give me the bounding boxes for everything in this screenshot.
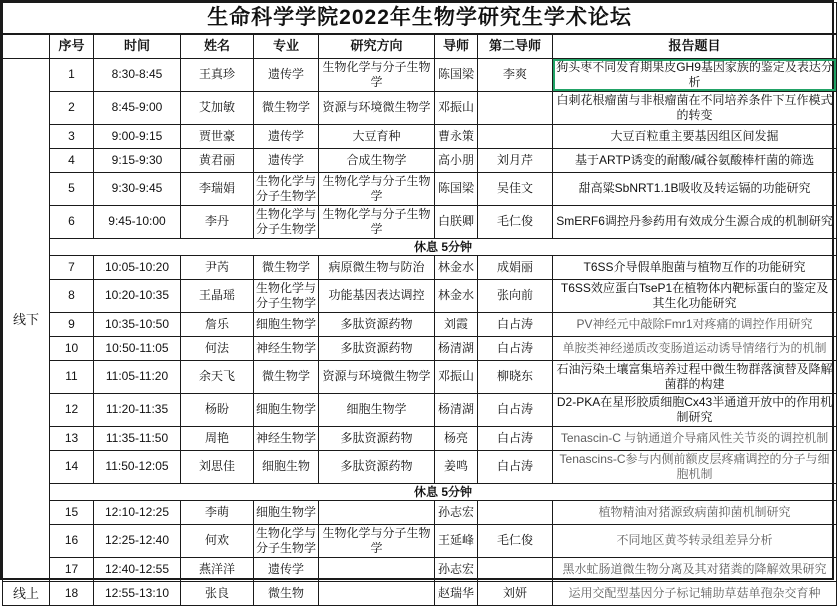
header-major[interactable]: 专业 <box>254 34 319 58</box>
cell-direction[interactable] <box>319 500 435 524</box>
cell-direction[interactable]: 多肽资源药物 <box>319 450 435 483</box>
cell-report[interactable]: 不同地区黄芩转录组差异分析 <box>553 524 837 557</box>
cell-major[interactable]: 细胞生物学 <box>254 393 319 426</box>
session-group-label[interactable]: 线上 <box>3 581 50 605</box>
cell-name[interactable]: 艾加敏 <box>181 91 254 124</box>
cell-direction[interactable] <box>319 581 435 605</box>
table-row <box>3 312 837 336</box>
cell-major[interactable]: 细胞生物学 <box>254 312 319 336</box>
table-row <box>3 205 837 238</box>
cell-major[interactable]: 遗传学 <box>254 58 319 91</box>
schedule-table <box>2 2 837 606</box>
table-row <box>3 500 837 524</box>
table-row <box>3 255 837 279</box>
table-row <box>3 172 837 205</box>
header-report-title[interactable]: 报告题目 <box>553 34 837 58</box>
cell-direction[interactable]: 资源与环境微生物学 <box>319 360 435 393</box>
cell-mentor[interactable]: 林金水 <box>435 279 478 312</box>
cell-name[interactable]: 王晶瑶 <box>181 279 254 312</box>
cell-no[interactable]: 13 <box>50 426 94 450</box>
cell-time[interactable]: 11:35-11:50 <box>94 426 181 450</box>
cell-mentor2[interactable]: 吴佳文 <box>478 172 553 205</box>
table-row <box>3 581 837 605</box>
cell-report[interactable]: 基于ARTP诱变的耐酸/碱谷氨酸棒杆菌的筛选 <box>553 148 837 172</box>
cell-mentor[interactable]: 曹永策 <box>435 124 478 148</box>
cell-no[interactable]: 1 <box>50 58 94 91</box>
cell-direction[interactable]: 资源与环境微生物学 <box>319 91 435 124</box>
cell-report[interactable]: Tenascins-C参与内侧前额皮层疼痛调控的分子与细胞机制 <box>553 450 837 483</box>
cell-direction[interactable]: 生物化学与分子生物学 <box>319 524 435 557</box>
table-row <box>3 557 837 581</box>
cell-direction[interactable]: 功能基因表达调控 <box>319 279 435 312</box>
cell-time[interactable]: 9:30-9:45 <box>94 172 181 205</box>
cell-major[interactable]: 遗传学 <box>254 124 319 148</box>
break-label[interactable]: 休息 5分钟 <box>50 483 837 500</box>
header-name[interactable]: 姓名 <box>181 34 254 58</box>
cell-no[interactable]: 15 <box>50 500 94 524</box>
cell-major[interactable]: 微生物学 <box>254 91 319 124</box>
cell-direction[interactable]: 生物化学与分子生物学 <box>319 205 435 238</box>
cell-no[interactable]: 18 <box>50 581 94 605</box>
cell-no[interactable]: 3 <box>50 124 94 148</box>
cell-direction[interactable]: 大豆育种 <box>319 124 435 148</box>
cell-name[interactable]: 张良 <box>181 581 254 605</box>
table-row <box>3 279 837 312</box>
cell-mentor2[interactable] <box>478 91 553 124</box>
cell-mentor2[interactable]: 白占涛 <box>478 336 553 360</box>
header-mentor2[interactable]: 第二导师 <box>478 34 553 58</box>
cell-major[interactable]: 生物化学与分子生物学 <box>254 524 319 557</box>
cell-major[interactable]: 微生物学 <box>254 360 319 393</box>
cell-no[interactable]: 12 <box>50 393 94 426</box>
cell-time[interactable]: 8:45-9:00 <box>94 91 181 124</box>
cell-mentor[interactable]: 赵瑞华 <box>435 581 478 605</box>
cell-mentor2[interactable]: 张向前 <box>478 279 553 312</box>
cell-mentor[interactable]: 刘霞 <box>435 312 478 336</box>
cell-no[interactable]: 16 <box>50 524 94 557</box>
cell-major[interactable]: 生物化学与分子生物学 <box>254 172 319 205</box>
cell-mentor[interactable]: 孙志宏 <box>435 557 478 581</box>
table-row <box>3 148 837 172</box>
cell-no[interactable]: 6 <box>50 205 94 238</box>
cell-report[interactable]: 植物精油对猪源致病菌抑菌机制研究 <box>553 500 837 524</box>
cell-time[interactable]: 9:00-9:15 <box>94 124 181 148</box>
session-group-label[interactable]: 线下 <box>3 58 50 581</box>
cell-no[interactable]: 14 <box>50 450 94 483</box>
cell-report[interactable]: T6SS效应蛋白TseP1在植物体内靶标蛋白的鉴定及其生化功能研究 <box>553 279 837 312</box>
cell-time[interactable]: 9:45-10:00 <box>94 205 181 238</box>
cell-no[interactable]: 10 <box>50 336 94 360</box>
cell-mentor2[interactable]: 毛仁俊 <box>478 205 553 238</box>
break-row <box>3 238 837 255</box>
cell-name[interactable]: 黄君丽 <box>181 148 254 172</box>
cell-no[interactable]: 5 <box>50 172 94 205</box>
title-row <box>3 3 837 35</box>
cell-direction[interactable]: 多肽资源药物 <box>319 312 435 336</box>
cell-direction[interactable]: 多肽资源药物 <box>319 336 435 360</box>
cell-time[interactable]: 10:05-10:20 <box>94 255 181 279</box>
cell-report[interactable]: 甜高粱SbNRT1.1B吸收及转运镉的功能研究 <box>553 172 837 205</box>
cell-report[interactable]: SmERF6调控丹参药用有效成分生源合成的机制研究 <box>553 205 837 238</box>
cell-time[interactable]: 12:10-12:25 <box>94 500 181 524</box>
cell-major[interactable]: 遗传学 <box>254 557 319 581</box>
cell-mentor2[interactable]: 李爽 <box>478 58 553 91</box>
cell-time[interactable]: 11:05-11:20 <box>94 360 181 393</box>
table-row <box>3 124 837 148</box>
cell-name[interactable]: 何法 <box>181 336 254 360</box>
cell-name[interactable]: 王真珍 <box>181 58 254 91</box>
cell-mentor2[interactable]: 刘妍 <box>478 581 553 605</box>
cell-name[interactable]: 杨盼 <box>181 393 254 426</box>
cell-direction[interactable]: 生物化学与分子生物学 <box>319 172 435 205</box>
cell-report[interactable]: 白刺花根瘤菌与非根瘤菌在不同培养条件下互作模式的转变 <box>553 91 837 124</box>
table-row <box>3 393 837 426</box>
table-row <box>3 360 837 393</box>
cell-name[interactable]: 李丹 <box>181 205 254 238</box>
header-no[interactable]: 序号 <box>50 34 94 58</box>
cell-major[interactable]: 生物化学与分子生物学 <box>254 279 319 312</box>
cell-direction[interactable]: 合成生物学 <box>319 148 435 172</box>
cell-report[interactable]: 大豆百粒重主要基因组区间发掘 <box>553 124 837 148</box>
cell-mentor2[interactable] <box>478 557 553 581</box>
cell-name[interactable]: 尹芮 <box>181 255 254 279</box>
cell-no[interactable]: 9 <box>50 312 94 336</box>
cell-mentor[interactable]: 杨亮 <box>435 426 478 450</box>
cell-report[interactable]: 狗头枣不同发育期果皮GH9基因家族的鉴定及表达分析 <box>553 58 837 91</box>
cell-time[interactable]: 11:50-12:05 <box>94 450 181 483</box>
cell-name[interactable]: 燕洋洋 <box>181 557 254 581</box>
cell-mentor2[interactable]: 白占涛 <box>478 426 553 450</box>
cell-major[interactable]: 微生物 <box>254 581 319 605</box>
cell-direction[interactable]: 多肽资源药物 <box>319 426 435 450</box>
cell-mentor[interactable]: 陈国梁 <box>435 58 478 91</box>
cell-major[interactable]: 神经生物学 <box>254 426 319 450</box>
cell-time[interactable]: 10:20-10:35 <box>94 279 181 312</box>
table-row <box>3 426 837 450</box>
cell-report[interactable]: 黑水虻肠道微生物分离及其对猪粪的降解效果研究 <box>553 557 837 581</box>
cell-mentor[interactable]: 孙志宏 <box>435 500 478 524</box>
cell-major[interactable]: 遗传学 <box>254 148 319 172</box>
cell-report[interactable]: Tenascin-C 与钠通道介导痛风性关节炎的调控机制 <box>553 426 837 450</box>
cell-name[interactable]: 詹乐 <box>181 312 254 336</box>
cell-mentor[interactable]: 邓振山 <box>435 360 478 393</box>
cell-major[interactable]: 生物化学与分子生物学 <box>254 205 319 238</box>
table-row <box>3 336 837 360</box>
cell-name[interactable]: 周艳 <box>181 426 254 450</box>
cell-name[interactable]: 何欢 <box>181 524 254 557</box>
cell-mentor[interactable]: 陈国梁 <box>435 172 478 205</box>
cell-major[interactable]: 微生物学 <box>254 255 319 279</box>
break-row <box>3 483 837 500</box>
cell-major[interactable]: 细胞生物 <box>254 450 319 483</box>
cell-time[interactable]: 8:30-8:45 <box>94 58 181 91</box>
cell-report[interactable]: 运用交配型基因分子标记辅助草菇单孢杂交育种 <box>553 581 837 605</box>
table-row <box>3 91 837 124</box>
header-mentor[interactable]: 导师 <box>435 34 478 58</box>
cell-mentor[interactable]: 白朕卿 <box>435 205 478 238</box>
cell-direction[interactable] <box>319 557 435 581</box>
table-row <box>3 58 837 91</box>
cell-time[interactable]: 9:15-9:30 <box>94 148 181 172</box>
table-row <box>3 450 837 483</box>
cell-report[interactable]: 石油污染土壤富集培养过程中微生物群落演替及降解菌群的构建 <box>553 360 837 393</box>
corner-cell[interactable] <box>3 34 50 58</box>
cell-time[interactable]: 10:50-11:05 <box>94 336 181 360</box>
cell-name[interactable]: 刘思佳 <box>181 450 254 483</box>
cell-report[interactable]: D2-PKA在星形胶质细胞Cx43半通道开放中的作用机制研究 <box>553 393 837 426</box>
cell-mentor2[interactable] <box>478 124 553 148</box>
cell-no[interactable]: 8 <box>50 279 94 312</box>
header-direction[interactable]: 研究方向 <box>319 34 435 58</box>
page-title[interactable]: 生命科学学院2022年生物学研究生学术论坛 <box>3 3 837 35</box>
cell-report[interactable]: 单胺类神经递质改变肠道运动诱导情绪行为的机制 <box>553 336 837 360</box>
cell-time[interactable]: 10:35-10:50 <box>94 312 181 336</box>
cell-mentor2[interactable]: 白占涛 <box>478 393 553 426</box>
cell-name[interactable]: 李瑞娟 <box>181 172 254 205</box>
cell-major[interactable]: 神经生物学 <box>254 336 319 360</box>
cell-mentor[interactable]: 王延峰 <box>435 524 478 557</box>
cell-no[interactable]: 4 <box>50 148 94 172</box>
schedule-table-body <box>3 58 837 605</box>
cell-name[interactable]: 贾世豪 <box>181 124 254 148</box>
cell-mentor2[interactable]: 刘月芹 <box>478 148 553 172</box>
cell-no[interactable]: 7 <box>50 255 94 279</box>
cell-report[interactable]: T6SS介导假单胞菌与植物互作的功能研究 <box>553 255 837 279</box>
cell-major[interactable]: 细胞生物学 <box>254 500 319 524</box>
cell-mentor2[interactable] <box>478 500 553 524</box>
cell-mentor2[interactable]: 成娟丽 <box>478 255 553 279</box>
cell-no[interactable]: 11 <box>50 360 94 393</box>
cell-direction[interactable]: 生物化学与分子生物学 <box>319 58 435 91</box>
cell-time[interactable]: 12:25-12:40 <box>94 524 181 557</box>
cell-mentor[interactable]: 林金水 <box>435 255 478 279</box>
cell-time[interactable]: 11:20-11:35 <box>94 393 181 426</box>
cell-mentor[interactable]: 邓振山 <box>435 91 478 124</box>
cell-report[interactable]: PV神经元中敲除Fmr1对疼痛的调控作用研究 <box>553 312 837 336</box>
cell-mentor[interactable]: 杨清湖 <box>435 393 478 426</box>
table-row <box>3 524 837 557</box>
cell-direction[interactable]: 细胞生物学 <box>319 393 435 426</box>
cell-mentor[interactable]: 姜鸣 <box>435 450 478 483</box>
cell-mentor[interactable]: 杨清湖 <box>435 336 478 360</box>
cell-name[interactable]: 余天飞 <box>181 360 254 393</box>
cell-time[interactable]: 12:40-12:55 <box>94 557 181 581</box>
cell-mentor2[interactable]: 毛仁俊 <box>478 524 553 557</box>
cell-mentor2[interactable]: 白占涛 <box>478 450 553 483</box>
cell-mentor2[interactable]: 柳晓东 <box>478 360 553 393</box>
cell-direction[interactable]: 病原微生物与防治 <box>319 255 435 279</box>
cell-no[interactable]: 2 <box>50 91 94 124</box>
cell-mentor[interactable]: 高小朋 <box>435 148 478 172</box>
header-time[interactable]: 时间 <box>94 34 181 58</box>
cell-name[interactable]: 李萌 <box>181 500 254 524</box>
break-label[interactable]: 休息 5分钟 <box>50 238 837 255</box>
cell-time[interactable]: 12:55-13:10 <box>94 581 181 605</box>
cell-mentor2[interactable]: 白占涛 <box>478 312 553 336</box>
cell-no[interactable]: 17 <box>50 557 94 581</box>
header-row <box>3 34 837 58</box>
